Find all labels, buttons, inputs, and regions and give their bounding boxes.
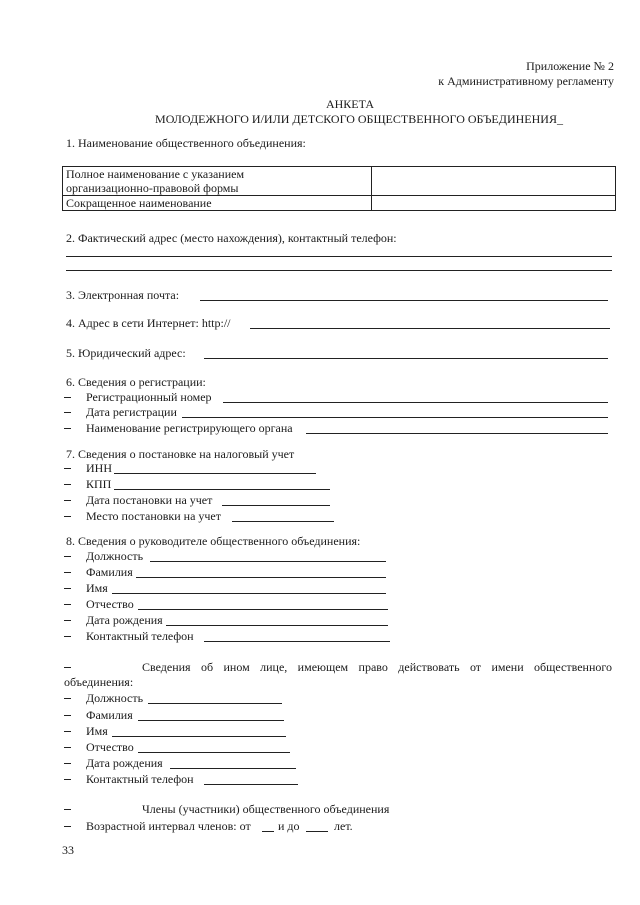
list-dash [64,484,71,485]
other-position-label: Должность [86,691,144,705]
legal-address-field[interactable] [204,358,608,359]
section-8-heading: 8. Сведения о руководителе общественного объединения: [66,534,361,548]
other-person-heading: Сведения об ином лице, имеющем право действовать от имени общественного [142,660,612,674]
list-dash [64,747,71,748]
tax-registration-place-field[interactable] [232,521,334,522]
list-dash [64,698,71,699]
address-line-2[interactable] [66,270,612,271]
appendix-number: Приложение № 2 [526,59,614,73]
list-dash [64,588,71,589]
list-dash [64,397,71,398]
registration-number-field[interactable] [223,402,608,403]
tax-registration-place-label: Место постановки на учет [86,509,222,523]
list-dash [64,763,71,764]
other-first-name-label: Имя [86,724,108,738]
full-name-label-line-2: организационно-правовой формы [66,181,239,195]
head-patronymic-label: Отчество [86,597,134,611]
address-line-1[interactable] [66,256,612,257]
form-title: АНКЕТА [325,97,375,111]
head-first-name-field[interactable] [112,593,386,594]
head-birth-date-label: Дата рождения [86,613,163,627]
list-dash [64,620,71,621]
list-dash [64,809,71,810]
registration-date-label: Дата регистрации [86,405,177,419]
head-phone-label: Контактный телефон [86,629,194,643]
section-2-heading: 2. Фактический адрес (место нахождения), контактный телефон: [66,231,397,245]
head-surname-field[interactable] [136,577,386,578]
list-dash [64,667,71,668]
registration-number-label: Регистрационный номер [86,390,212,404]
list-dash [64,779,71,780]
table-row [63,167,616,196]
form-subtitle: МОЛОДЕЖНОГО И/ИЛИ ДЕТСКОГО ОБЩЕСТВЕННОГО ОБЪЕДИНЕНИЯ_ [155,112,563,126]
members-heading: Члены (участники) общественного объединения [142,802,390,816]
section-1-heading: 1. Наименование общественного объединения: [66,136,306,150]
tax-registration-date-field[interactable] [222,505,330,506]
list-dash [64,715,71,716]
organization-name-table [62,166,616,211]
website-field[interactable] [250,328,610,329]
short-name-label-cell: Сокращенное наименование [63,196,372,211]
head-first-name-label: Имя [86,581,108,595]
kpp-label: КПП [86,477,112,491]
other-surname-field[interactable] [138,720,284,721]
age-years-label: лет. [334,819,353,833]
list-dash [64,572,71,573]
age-to-label: и до [278,819,300,833]
other-position-field[interactable] [148,703,282,704]
head-phone-field[interactable] [204,641,390,642]
kpp-field[interactable] [114,489,330,490]
registering-authority-field[interactable] [306,433,608,434]
head-position-label: Должность [86,549,144,563]
other-person-heading-cont: объединения: [64,675,134,689]
age-from-field[interactable] [262,831,274,832]
full-name-value-cell[interactable] [372,167,616,196]
list-dash [64,412,71,413]
tax-registration-date-label: Дата постановки на учет [86,493,213,507]
list-dash [64,516,71,517]
other-patronymic-label: Отчество [86,740,134,754]
age-to-field[interactable] [306,831,328,832]
email-field[interactable] [200,300,608,301]
table-row [63,196,616,211]
list-dash [64,556,71,557]
email-label: 3. Электронная почта: [66,288,180,302]
list-dash [64,826,71,827]
inn-label: ИНН [86,461,112,475]
list-dash [64,731,71,732]
other-birth-date-field[interactable] [170,768,296,769]
section-6-heading: 6. Сведения о регистрации: [66,375,206,389]
full-name-label-cell [63,167,372,196]
inn-field[interactable] [114,473,316,474]
other-surname-label: Фамилия [86,708,133,722]
list-dash [64,468,71,469]
other-first-name-field[interactable] [112,736,286,737]
head-birth-date-field[interactable] [166,625,388,626]
age-range-label: Возрастной интервал членов: от [86,819,251,833]
legal-address-label: 5. Юридический адрес: [66,346,186,360]
regulation-reference: к Административному регламенту [438,74,614,88]
short-name-value-cell[interactable] [372,196,616,211]
registration-date-field[interactable] [182,417,608,418]
section-7-heading: 7. Сведения о постановке на налоговый учет [66,447,295,461]
other-birth-date-label: Дата рождения [86,756,163,770]
list-dash [64,428,71,429]
website-label: 4. Адрес в сети Интернет: http:// [66,316,231,330]
page-number: 33 [62,843,74,857]
full-name-label-line-1: Полное наименование с указанием [66,167,245,181]
head-position-field[interactable] [150,561,386,562]
list-dash [64,604,71,605]
head-surname-label: Фамилия [86,565,133,579]
list-dash [64,500,71,501]
other-phone-label: Контактный телефон [86,772,194,786]
other-phone-field[interactable] [204,784,298,785]
other-patronymic-field[interactable] [138,752,290,753]
list-dash [64,636,71,637]
registering-authority-label: Наименование регистрирующего органа [86,421,293,435]
head-patronymic-field[interactable] [138,609,388,610]
